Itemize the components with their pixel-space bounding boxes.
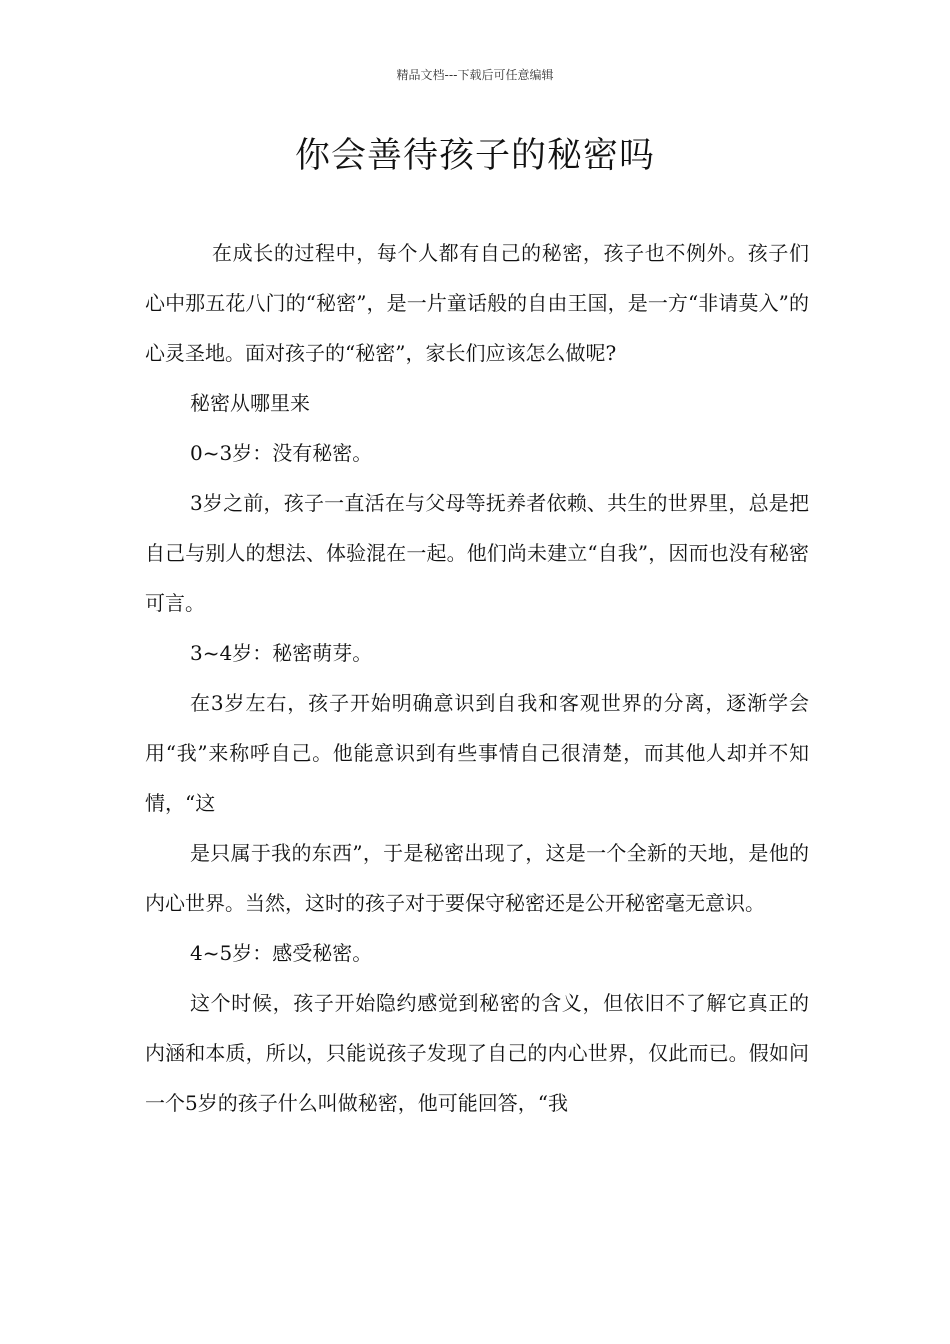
age-heading-0-3: 0~3岁：没有秘密。 <box>190 441 373 465</box>
document-body <box>145 228 809 1128</box>
paragraph-4-5: 这个时候，孩子开始隐约感觉到秘密的含义，但依旧不了解它真正的内涵和本质，所以，只能说孩子发现了自己的内心世界，仅此而已。假如问一个5岁的孩子什么叫做秘密，他可能回答，“我 <box>145 991 809 1115</box>
document-title: 你会善待孩子的秘密吗 <box>294 136 655 176</box>
paragraph-3-4-part2: 是只属于我的东西”，于是秘密出现了，这是一个全新的天地，是他的内心世界。当然，这时的孩子对于要保守秘密还是公开秘密毫无意识。 <box>145 841 809 915</box>
age-heading-3-4: 3~4岁：秘密萌芽。 <box>190 641 373 665</box>
age-heading-4-5: 4~5岁：感受秘密。 <box>190 941 373 965</box>
header-note: 精品文档---下载后可任意编辑 <box>396 68 554 82</box>
paragraph-intro: 在成长的过程中，每个人都有自己的秘密，孩子也不例外。孩子们心中那五花八门的“秘密”，是一片童话般的自由王国，是一方“非请莫入”的心灵圣地。面对孩子的“秘密”，家长们应该怎么做呢? <box>145 241 809 365</box>
section-heading: 秘密从哪里来 <box>190 391 310 415</box>
paragraph-0-3: 3岁之前，孩子一直活在与父母等抚养者依赖、共生的世界里，总是把自己与别人的想法、体验混在一起。他们尚未建立“自我”，因而也没有秘密可言。 <box>145 491 809 615</box>
paragraph-3-4-part1: 在3岁左右，孩子开始明确意识到自我和客观世界的分离，逐渐学会用“我”来称呼自己。他能意识到有些事情自己很清楚，而其他人却并不知情，“这 <box>145 691 809 815</box>
